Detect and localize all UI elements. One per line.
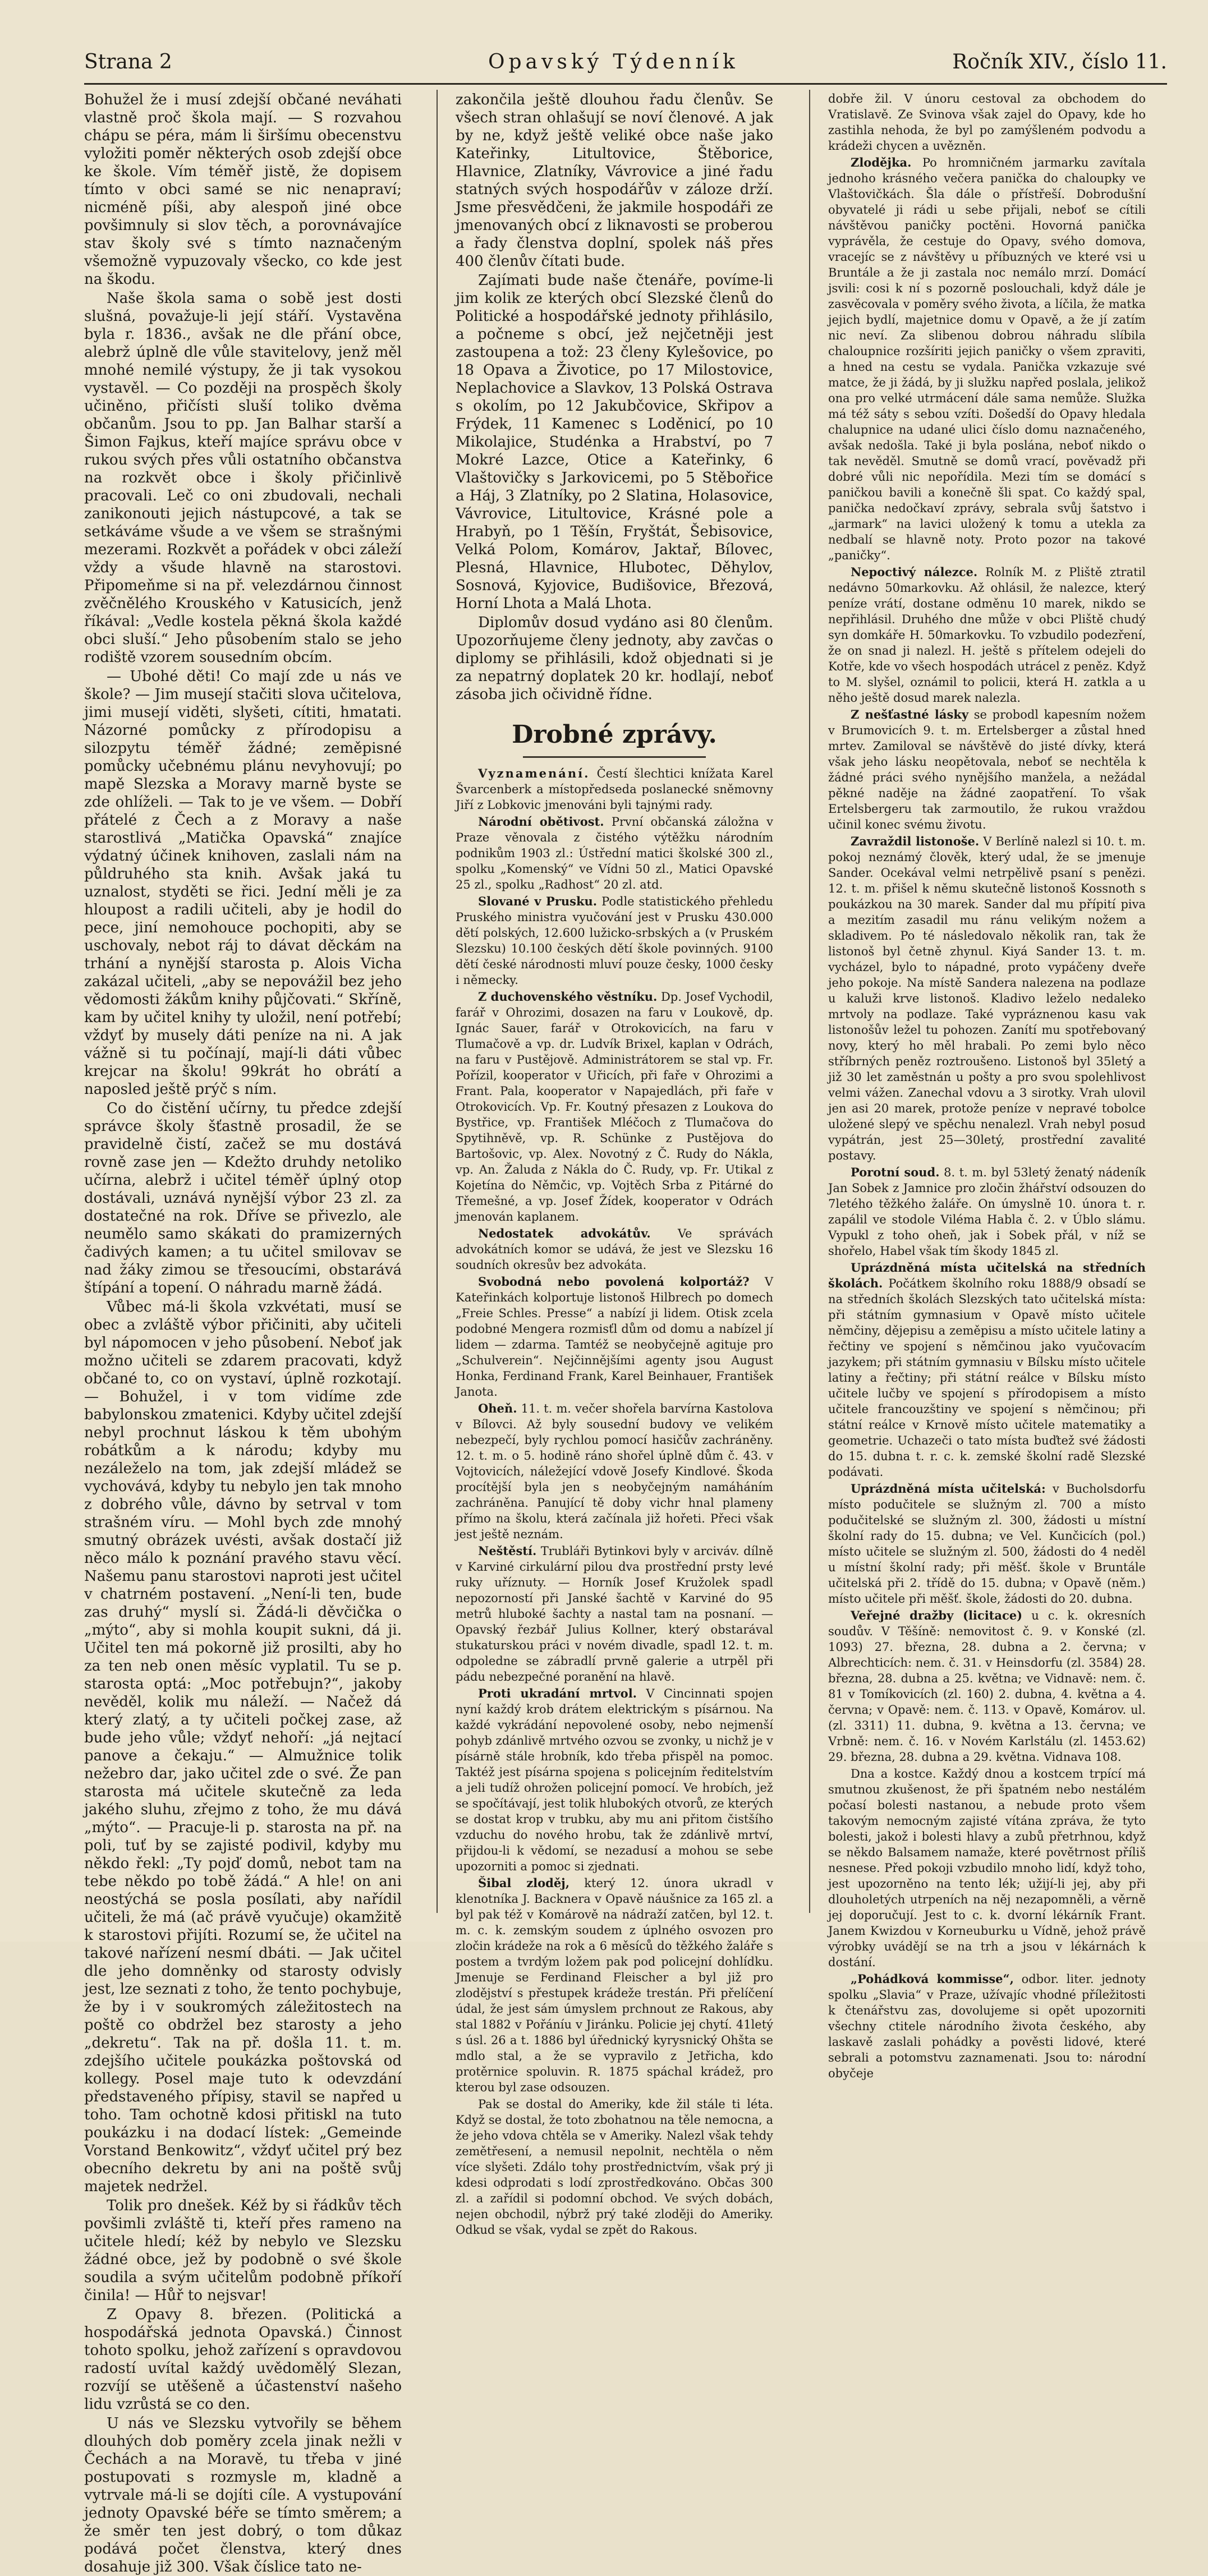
news-item: Oheň. 11. t. m. večer shořela barvírna Kastolova v Bílovci. Až byly sousední budovy ve velikém nebezpečí, byly rychlou pomocí hasičův zachráněny. 12. t. m. o 5. hodině ráno shořel úplně dům č. 43. v Vojtovicích, náležející vdově Josefy Kindlové. Škoda procítější byla jen s neobyčejným namáháním zachráněna. Panující tě doby vichr hnal plameny přímo na školu, která začínala již hořeti. Přeci však jest ještě neznám. — [456, 1401, 773, 1541]
page-number: Strana 2 — [84, 50, 172, 73]
news-item: Z nešťastné lásky se probodl kapesním nožem v Brumovicích 9. t. m. Ertelsberger a zůstal hned mrtev. Zamiloval se návštěvě do jisté dívky, která však jeho lásku neopětovala, neboť se nechtěla k žádné práci svého nynějšího manžela, a nežádal pěkné naděje na žádné zaopatření. To však Ertelsbergeru tak zarmoutilo, že rukou vraždou učinil konec svému životu. — [828, 707, 1146, 831]
news-item: Nepoctivý nálezce. Rolník M. z Pliště ztratil nedávno 50markovku. Až ohlásil, že nalezce, který peníze vrátí, dostane odměnu 10 marek, nikdo se nepřihlásil. Druhého dne může v obci Pliště chudý syn domkáře H. 50markovku. To vzbudilo podezření, že on snad ji nalezl. H. ještě s přítelem odejeli do Kotře, kde vo všech hospodách utrácel z peněz. Když to M. slyšel, oznámil to policii, která H. zatkla a u něho ještě dosud marek nalezla. — [828, 565, 1146, 705]
news-item: Pak se dostal do Ameriky, kde žil stále ti léta. Když se dostal, že toto zbohatnou na těle nemocna, a že jeho vdova chtěla se v Ameriky. Nalezl však tehdy zemětřesení, a nemusil nepolnit, nechtěla o něm více slyšeti. Zdálo tohy prostřednictvím, však prý ji kdesi odprodati s lodí zprostředkováno. Občas 300 zl. a zařídil si podomní obchod. Ve svých dobách, nejen obchodil, nýbrž prý také zloději do Ameriky. Odkud se však, vydal se zpět do Rakous. — [456, 2097, 773, 2237]
news-item: „Pohádková kommisse“, odbor. liter. jednoty spolku „Slavia“ v Praze, užívajíc vhodné příležitosti k čtenářstvu zas, dovolujeme si opět upozorniti všechny ctitele národního života českého, aby laskavě zaslali pohádky a pověsti lidové, které sebrali a potomstvu zaznamenati. Jsou to: národní obyčeje — [828, 1972, 1146, 2080]
news-item: Z duchovenského věstníku. Dp. Josef Vychodil, farář v Ohrozimi, dosazen na faru v Loukově, dp. Ignác Sauer, farář v Otrokovicích, na faru v Tlumačově a vp. dr. Ludvík Brixel, kaplan v Odrách, na faru v Pustějově. Administrátorem se stal vp. Fr. Pořízil, kooperator v Uřicích, při faře v Ohrozimi a Frant. Pala, kooperator v Napajedlách, při faře v Otrokovicích. Vp. Fr. Koutný přesazen z Loukova do Bystřice, vp. František Mléčoch z Tlumačova do Spytihněvě, vp. R. Schünke z Pustějova do Bartošovic, vp. Alex. Novotný z Č. Rudy do Nákla, vp. An. Žaluda z Nákla do Č. Rudy, vp. Fr. Utikal z Kojetína do Němčic, vp. Vojtěch Srba z Pitárné do Třemešné, a vp. Josef Žídek, kooperator v Odrách jmenován kaplanem. — [456, 990, 773, 1223]
article-paragraph: Vůbec má-li škola vzkvétati, musí se obec a zvláště výbor přičiniti, aby učiteli byl nápomocen v jeho působení. Neboť jak možno učiteli se zdarem pracovati, když občané to, co on vystaví, úplně rozkotají. — Bohužel, i v tom vidíme zde babylonskou zmatenici. Kdyby učitel zdejší nebyl prochnut láskou k těm ubohým robátkům a k národu; kdyby mu nezáleželo na tom, jak zdejší mládež se vychovává, kdyby tu nebylo jen tak mnoho z dobrého vůle, dávno by setrval v tom strašném víru. — Mohl bych zde mnohý smutný obrázek uvésti, avšak dostačí již něco málo k poznání pravého stavu věcí. Našemu panu starostovi naproti jest učitel v chatrném postavení. „Není-li ten, bude zas druhý“ myslí si. Žádá-li děvčička o „mýto“, aby si mohla koupit sukni, dá ji. Učitel ten má pokorně již prosilti, aby ho za ten neb onen měsíc vyplatil. Tu se p. starosta optá: „Moc potřebujn?“, jakoby nevěděl, kolik mu náleží. — Načež dá který zlatý, a ty učiteli počkej zase, až bude jeho vůle; vždyť nehoří: „já nejtací panove a čekaju.“ — Almužnice tolik nežebro dar, jako učitel zde o své. Že pan starosta má učitele skutečně za leda jakého sluhu, zřejmo z toho, že mu dává „mýto“. — Pracuje-li p. starosta na př. na poli, tuť by se zajisté podivil, kdyby mu někdo řekl: „Ty pojď domů, nebot tam na tebe někdo po tobě žádá.“ A hle! on ani neostýchá se posla posílati, aby nařídil učiteli, že má (ač právě vyučuje) okamžitě k starostovi přijíti. Rozumí se, že učitel na takové nařízení nesmí dbáti. — Jak učitel dle jeho domněnky od starosty odvisly jest, lze seznati z toho, že tento pochybuje, že by i v soukromých záležitostech na poště co obdržel bez starosty a jeho „dekretu“. Tak na př. došla 11. t. m. zdejšího učitele poukázka poštovská od kollegy. Posel maje tuto k odevzdání představeného přípisy, stavil se napřed u toho. Tam ochotně kdosi přitiskl na tuto poukázku i na dodací lístek: „Gemeinde Vorstand Benkowitz“, vždyť učitel prý bez obecního dekretu by ani na poště svůj majetek nedržel. — [84, 1299, 402, 2195]
news-item: Zavraždil listonoše. V Berlíně nalezl si 10. t. m. pokoj neznámý člověk, který udal, že se jmenuje Sander. Ocekával velmi netrpělivě psaní s penězi. 12. t. m. přišel k němu skutečně listonoš Kossnoth s poukázkou na 30 marek. Sander dal mu přípití piva a mezitím zasadil mu ránu velikým nožem a skladivem. Po té následovalo několik ran, tak že listonoš byl četně zhynul. Kiyá Sander 13. t. m. vycházel, bylo to nápadné, proto vypáčeny dveře jeho pokoje. Na místě Sandera nalezena na podlaze u kaluži krve listonoš. Kladivo leželo nedaleko mrtvoly na podlaze. Také vypráznenou kasu vak listonošův ležel tu pohozen. Zanítí mu spotřebovaný novy, který ho měl hrabali. Po zemi bylo něco stříbrných peněz roztroušeno. Listonoš byl 35letý a již 30 let zaměstnán u pošty a pro svou spolehlivost velmi vážen. Zanechal vdovu a 3 sirotky. Vrah ulovil jen asi 20 marek, protože peníze v nepravé tobolce uložené slepý ve spěchu nenalezl. Vrah nebyl posud vypátrán, jest 25—30letý, prostřední zavalité postavy. — [828, 834, 1146, 1162]
column-rule — [437, 90, 438, 1913]
news-item: Národní obětivost. První občanská záložna v Praze věnovala z čistého výtěžku národním podnikům 1903 zl.: Ústřední matici školské 300 zl., spolku „Komenský“ ve Vídni 50 zl., Matici Opavské 25 zl., spolku „Radhost“ 20 zl. atd. — [456, 815, 773, 891]
news-item: Dna a kostce. Každý dnou a kostcem trpící má smutnou zkušenost, že při špatném nebo nestálém počasí bolesti nastanou, a nebude proto všem takovým nemocným zajisté vítána zpráva, že tyto bolesti, jakož i bolesti hlavy a zubů přetrhnou, když se někdo Balsamem namaže, které povětrnost příliš nesnese. Před pokoji vzbudilo mnoho lidí, když toho, jest upozorněno na tento lék; užijí-li jej, aby při dlouholetých utrpeních na něj nezapomněli, a věrně jej doporučují. Jest to c. k. dvorní lékárník Frant. Janem Kwizdou v Korneuburku u Vídně, jehož právě výrobky uvádějí se na trh a jsou v lékárnách k dostání. — [828, 1767, 1146, 1969]
newspaper-title: Opavský Týdenník — [488, 50, 739, 73]
news-item: Vyznamenání. Čestí šlechtici knížata Karel Švarcenberk a místopředseda poslanecké sněmovny Jiří z Lobkovic jmenováni byli tajnými rady. — [456, 766, 773, 812]
column-rule — [809, 90, 810, 1913]
article-paragraph: — Ubohé děti! Co mají zde u nás ve škole? — Jim musejí stačiti slova učitelova, jimi musejí viděti, slyšeti, cítiti, hmatati. Názorné pomůcky z přírodopisu a silozpytu téměř žádné; zeměpisné pomůcky učebnému plánu nevyhovují; po mapě Slezska a Moravy marně byste se zde ohlíželi. — Tak to je ve všem. — Dobří přátelé z Čech a z Moravy a naše starostlivá „Matička Opavská“ znajíce výdatný účinek knihoven, zaslali nám na půldruhého sta knih. Avšak jaká tu uznalost, styděti se řici. Jední měli je za hloupost a radili učiteli, aby je hodil do pece, jiní nemohouce pochopiti, aby se uschovaly, nebot ráj to dávat děckám na trhání a nynější starosta p. Alois Vicha zakázal učiteli, „aby se nepovážil bez jeho vědomosti žákům knihy půjčovati.“ Skříně, kam by učitel knihy ty uložil, není potřebí; vždyť by musely dáti peníze na ni. A jak vážně si tu počínají, mají-li dáti vůbec krejcar na školu! 99krát ho obrátí a naposled ještě prýč s ním. — [84, 668, 402, 1098]
news-item: Zlodějka. Po hromničném jarmarku zavítala jednoho krásného večera panička do chaloupky ve Vlaštovičkách. Šla dále o přístřeší. Dobrodušní obyvatelé ji rádi u sebe přijali, neboť se cítili návštěvou paničky poctěni. Hovorná panička vyprávěla, že cestuje do Opavy, svého domova, vracejíc se z návštěvy u příbuzných ve které vsi u Bruntále a že ji zastala noc nemálo mrzí. Domácí jsvili: cosi k ní s pozorně poslouchali, když dále je zasvěcovala v poměry svého života, a líčila, že matka jejich bydlí, majetnice domu v Opavě, a že jí zatím nic neví. Za slibenou dobrou náhradu slíbila chaloupnice rozšíriti jejich paničky o všem zpraviti, a hned na cestu se vydala. Panička vzkazuje své matce, že ji žádá, by ji služku napřed poslala, jelikož ona pro velké utrmácení dále sama nemůže. Služka má též sáty s sebou vzíti. Došedší do Opavy hledala chalupnice na udané ulici číslo domu naznačeného, avšak nedošla. Také ji byla poslána, neboť nikdo o tak nevěděl. Smutně se domů vrací, pověvadž při dobré vůli nic nepořídila. Mezi tím se domácí s paničkou bavili a konečně šli spat. Co každý spal, panička nedočkaví zprávy, sebrala svůj šatstvo i „jarmark“ na lavici uložený k tomu a utekla za nedbalí se hlavně noty. Proto pozor na takové „paničky“. — [828, 155, 1146, 562]
article-paragraph: Bohužel že i musí zdejší občané neváhati vlastně proč škola mají. — S rozvahou chápu se péra, mám li širšímu obecenstvu vyložiti poměr některých osob zdejší obce ke škole. Vím téměř jistě, že dopisem tímto v obci samé se nic nenapraví; nicméně píši, aby alespoň jiné obce povšimnuly si slov těch, a porovnávajíce stav školy své s tímto naznačeným všemožně vypuzovaly všecko, co kde jest na škodu. — [84, 91, 402, 288]
article-paragraph: U nás ve Slezsku vytvořily se během dlouhých dob poměry zcela jinak nežli v Čechách a na Moravě, tu třeba v jiné postupovati s rozmysle m, kladně a vytrvale má-li se dojíti cíle. A vystupování jednoty Opavské béře se tímto směrem; a že směr ten jest dobrý, o tom důkaz podává počet členstva, který dnes dosahuje již 300. Však číslice tato ne- — [84, 2415, 402, 2575]
article-paragraph: Zajímati bude naše čtenáře, povíme-li jim kolik ze kterých obcí Slezské členů do Politické a hospodářské jednoty přihlásilo, a počneme s obcí, jež nejčetněji jest zastoupena a tož: 23 členy Kylešovice, po 18 Opava a Životice, po 17 Milostovice, Neplachovice a Slavkov, 13 Polská Ostrava s okolím, po 12 Jakubčovice, Skřipov a Frýdek, 11 Kamenec s Loděnicí, po 10 Mikolajice, Studénka a Hrabství, po 7 Mokré Lazce, Otice a Kateřinky, 6 Vlaštovičky s Jarkovicemi, po 5 Stěbořice a Háj, 3 Zlatníky, po 2 Slatina, Holasovice, Vávrovice, Litultovice, Krásné pole a Hrabyň, po 1 Těšín, Fryštát, Šebisovice, Velká Polom, Komárov, Jaktař, Bílovec, Plesná, Hlavnice, Hlubotec, Děhylov, Sosnová, Kyjovice, Budišovice, Březová, Horní Lhota a Malá Lhota. — [456, 272, 773, 612]
column-2 — [456, 91, 773, 2237]
volume-issue: Ročník XIV., číslo 11. — [952, 50, 1167, 73]
article-paragraph: Co do čistění učírny, tu předce zdejší správce školy šťastně prosadil, že se pravidelně čistí, začež se mu dostává rovně zase jen — Kdežto druhdy netoliko učírna, alebrž i učitel téměř úplný otop dostávali, uznává nynější výbor 23 zl. za dostatečné na rok. Dříve se přivezlo, ale neumělo samo skákati do pramizerných čadivých kamen; a tu učitel smilovav se nad žáky zimou se třesoucími, obstarává štípání a topení. O náhradu marně žádá. — [84, 1100, 402, 1296]
news-item: Nedostatek advokátův. Ve správách advokátních komor se udává, že jest ve Slezsku 16 soudních okresův bez advokáta. — [456, 1226, 773, 1272]
article-paragraph: Naše škola sama o sobě jest dosti slušná, považuje-li její stáří. Vystavěna byla r. 1836., avšak ne dle přání obce, alebrž úplně dle vůle stavitelovy, jenž měl mnohé nemilé výstupy, že ji tak vysokou vystavěl. — Co později na prospěch školy učiněno, přičísti sluší toliko dvěma občanům. Jsou to pp. Jan Balhar starší a Šimon Fajkus, kteří majíce správu obce v rukou svých přes vůli ostatního občanstva na rozkvět obce i školy přičinlivě pracovali. Leč co oni zbudovali, nechali zanikonouti jejich nástupcové, a tak se setkáváme všude a ve všem se strašnými mezerami. Rozkvět a pořádek v obci záleží vždy a všude hlavně na starostovi. Připomeňme si na př. velezdárnou činnost zvěčnělého Krouského v Katusicích, jenž říkával: „Vedle kostela pěkná škola každé obci sluší.“ Jeho působením stalo se jeho rodiště vzorem sousedním obcím. — [84, 290, 402, 666]
article-paragraph: Z Opavy 8. březen. (Politická a hospodářská jednota Opavská.) Činnost tohoto spolku, jehož zařízení s opravdovou radostí uvítal každý uvědomělý Slezan, rozvíjí se utěšeně a účastenství našeho lidu vzrůstá se co den. — [84, 2306, 402, 2413]
article-paragraph: Diplomův dosud vydáno asi 80 členům. Upozorňujeme členy jednoty, aby zavčas o diplomy se přihlásili, kdož objednati si je za nepatrný doplatek 20 kr. hodlají, neboť zásoba jich očividně řídne. — [456, 614, 773, 703]
section-heading: Drobné zprávy. — [512, 720, 717, 749]
heading-rule — [523, 756, 706, 758]
news-item: Proti ukradání mrtvol. V Cincinnati spojen nyní každý krob drátem elektrickým s písárnou. Na každé vykrádání nepovolené osoby, nebo nejmenší pohyb zdánlivě mrtvého ozvou se zvonky, u nichž je v písárně stále hrobník, kdo třeba přispěl na pomoc. Taktéž jest písárna spojena s policejním ředitelstvím a jeli tudíž ohrožen policejní pomocí. Ve hrobích, jež se spočítávají, jest tolik hlubokých otvorů, ze kterých se dostat krop v trubku, aby mu ani přitom čistšího vzduchu do nového hrobu, tak že zdánlivě mrtví, přijdou-li k vědomí, se nezadusí a mohou se sebe upozorniti a pomoc si zjednati. — [456, 1686, 773, 1873]
article-paragraph: zakončila ještě dlouhou řadu členův. Se všech stran ohlašují se noví členové. A jak by ne, když ještě veliké obce naše jako Kateřinky, Litultovice, Štěborice, Hlavnice, Zlatníky, Vávrovice a jiné řadu statných svých hospodářův v záloze drží. Jsme přesvědčeni, že jakmile hospodáři ze jmenovaných obcí z liknavosti se proberou a řady členstva doplní, spolek náš přes 400 členův čítati bude. — [456, 91, 773, 270]
news-continuation: dobře žil. V únoru cestoval za obchodem do Vratislavě. Ze Svinova však zajel do Opavy, kde ho zastihla nehoda, že byl po zamýšleném podvodu a krádeži chycen a uvězněn. — [828, 92, 1146, 153]
news-item: Porotní soud. 8. t. m. byl 53letý ženatý nádeník Jan Sobek z Jamnice pro zločin žhářství odsouzen do 7letého těžkého žaláře. On úmyslně 10. února t. r. zapálil ve stodole Viléma Habla č. 2. v Úblo slámu. Vypukl z toho oheň, jak i Sobek přál, v níž se shořelo, Habel však tím škody 1845 zl. — [828, 1165, 1146, 1258]
news-list-col2 — [456, 766, 773, 2238]
column-1 — [84, 91, 402, 2575]
news-item: Slované v Prusku. Podle statistického přehledu Pruského ministra vyučování jest v Prusku 430.000 dětí polských, 12.600 lužicko-srbských a (v Pruském Slezsku) 10.100 českých dětí škole povinných. 9100 dětí české národnosti mluví pouze česky, 1000 česky i německy. — [456, 894, 773, 987]
news-item: Uprázdněná místa učitelská na středních školách. Počátkem školního roku 1888/9 obsadí se na středních školách Slezských tato učitelská místa: při státním gymnasium v Opavě místo učitele němčiny, dějepisu a zeměpisu a místo učitele latiny a řečtiny ve spojení s němčinou jako vyučovacím jazykem; při státním gymnasiu v Bílsku místo učitele latiny a řečtiny; při státní reálce v Bílsku místo učitele lučby ve spojení s přírodopisem a místo učitele francouzštiny ve spojení s němčinou; při státní reálce v Krnově místo učitele matematiky a geometrie. Uchazeči o tato místa buďtež své žádosti do 15. dubna t. r. c. k. zemské školní radě Slezské podávati. — [828, 1261, 1146, 1479]
page-header — [84, 48, 1167, 85]
news-item: Svobodná nebo povolená kolportáž? V Kateřinkách kolportuje listonoš Hilbrech po domech „Freie Schles. Presse“ a nabízí ji lidem. Otisk zcela podobné Mengera rozmisťl dům od domu a nabízel jí lidem — zdarma. Tamtéž se neobyčejně agituje pro „Schulverein“. Nejčinnějšími agenty jsou August Honka, Ferdinand Frank, Karel Beinhauer, František Janota. — [456, 1275, 773, 1399]
column-3 — [828, 91, 1146, 2080]
news-item: Neštěstí. Trubláři Bytinkovi byly v arciváv. dílně v Karviné cirkulární pilou dva prostřední prsty levé ruky uříznuty. — Horník Josef Kružolek spadl nepozorností při Janské šachtě v Karviné do 95 metrů hluboké šachty a nastal tam na posnaní. — Opavský řezbář Julius Kollner, který obstarával stukaturskou práci v novém divadle, spadl 12. t. m. odpoledne se zábradlí prvně galerie a utrpěl při pádu nebezpečné poranění na hlavě. — [456, 1544, 773, 1683]
news-item: Veřejné dražby (licitace) u c. k. okresních soudův. V Těšíně: nemovitost č. 9. v Konské (zl. 1093) 27. března, 28. dubna a 2. června; v Albrechticích: nem. č. 31. v Heinsdorfu (zl. 3584) 28. března, 28. dubna a 25. května; ve Vidnavě: nem. č. 81 v Tomíkovicích (zl. 160) 2. dubna, 4. května a 4. června; v Opavě: nem. č. 113. v Opavě, Komárov. ul. (zl. 3311) 11. dubna, 9. května a 13. června; ve Vrbně: nem. č. 16. v Novém Karlstálu (zl. 1453.62) 29. března, 28. dubna a 29. května. Vidnava 108. — [828, 1608, 1146, 1764]
news-item: Šibal zloděj, který 12. února ukradl v klenotníka J. Backnera v Opavě náušnice za 165 zl. a byl pak též v Komárově na nádraží zatčen, byl 12. t. m. c. k. zemským soudem z úplného osvozen pro zločin krádeže na rok a 6 měsíců do těžkého žaláře s postem a tvrdým ložem pak pod policejní dohlídku. Jmenuje se Ferdinand Fleischer a byl již pro zlodějství s přestupek krádeže trestán. Při přelíčení údal, že jest sám úmyslem prchnout ze Rakous, aby stal 1882 v Pořáníu v Jiránku. Policie jej chytí. 41letý s úsl. 26 a t. 1886 byl úřednický kyrysnický Ohšta se mdlo stal, a že se vypravilo z Jetřicha, kdo protěrnice spoluvin. R. 1875 spáchal krádež, pro kterou byl zase odsouzen. — [456, 1876, 773, 2094]
news-item: Uprázdněná místa učitelská: v Bucholsdorfu místo podučitele se služným zl. 700 a místo podučitelské se služným zl. 300, žádosti u místní školní rady do 15. dubna; ve Vel. Kunčicích (pol.) místo učitele se služným zl. 500, žádosti do 4 neděl u místní školní rady; při měšť. škole v Bruntále učitelská při 2. třídě do 15. dubna; v Opavě (něm.) místo učitele při měšť. škole, žádosti do 20. dubna. — [828, 1482, 1146, 1606]
article-paragraph: Tolik pro dnešek. Kéž by si řádkův těch povšimli zvláště ti, kteří přes rameno na učitele hledí; kéž by nebylo ve Slezsku žádné obce, jež by podobně o své škole soudila a svým učitelům podobně příkoří činila! — Hůř to nejsvar! — [84, 2197, 402, 2304]
